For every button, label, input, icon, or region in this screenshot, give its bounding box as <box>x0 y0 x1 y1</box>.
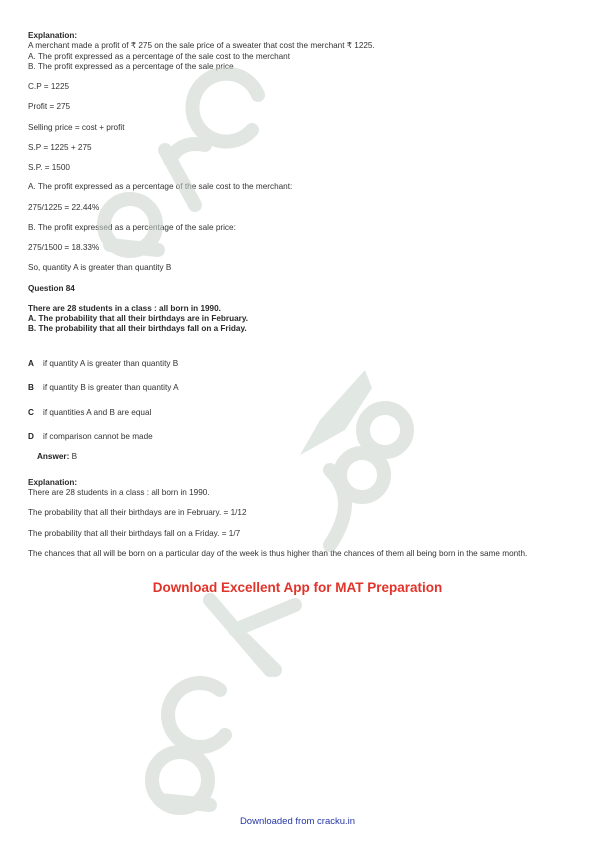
selling-price-calc: S.P = 1225 + 275 <box>28 142 92 152</box>
question-quantity-a: A. The probability that all their birthdays are in February. <box>28 314 249 323</box>
option-letter: B <box>28 383 34 392</box>
answer-options <box>28 359 558 445</box>
part-a-heading: A. The profit expressed as a percentage of the sale cost to the merchant: <box>28 182 293 192</box>
explanation2-line1: There are 28 students in a class : all born in 1990. <box>28 488 210 497</box>
question-stem: There are 28 students in a class : all born in 1990. <box>28 303 221 313</box>
problem-item-b: B. The profit expressed as a percentage of the sale price <box>28 61 234 71</box>
problem-item-a: A. The profit expressed as a percentage of the sale cost to the merchant <box>28 51 290 61</box>
answer-value: B <box>71 451 78 461</box>
answer-line <box>37 452 558 462</box>
question-quantity-b: B. The probability that all their birthdays fall on a Friday. <box>28 324 247 334</box>
option-text: if quantity B is greater than quantity A <box>43 383 179 392</box>
part-b-value: 275/1500 = 18.33% <box>28 243 100 252</box>
option-text: if quantity A is greater than quantity B <box>43 358 179 368</box>
part-b-heading: B. The profit expressed as a percentage of the sale price: <box>28 222 236 232</box>
selling-price-value: S.P. = 1500 <box>28 163 70 172</box>
explanation2-line2: The probability that all their birthdays are in February. = 1/12 <box>28 508 247 518</box>
option-b[interactable] <box>28 383 558 395</box>
explanation-heading-2: Explanation: <box>28 477 78 487</box>
app-download-link[interactable]: Download Excellent App for MAT Preparation <box>152 580 443 595</box>
watermark-stroke <box>168 683 225 747</box>
watermark-stroke <box>152 752 208 808</box>
option-d[interactable] <box>28 432 558 444</box>
explanation-heading: Explanation: <box>28 31 78 40</box>
explanation2-line3: The probability that all their birthdays fall on a Friday. = 1/7 <box>28 528 241 538</box>
conclusion: So, quantity A is greater than quantity B <box>28 263 172 273</box>
profit-value: Profit = 275 <box>28 102 71 112</box>
cost-price: C.P = 1225 <box>28 82 70 91</box>
option-letter: C <box>28 407 34 417</box>
selling-price-formula: Selling price = cost + profit <box>28 122 125 132</box>
watermark-stroke <box>210 600 295 670</box>
option-text: if comparison cannot be made <box>43 432 153 441</box>
problem-intro: A merchant made a profit of ₹ 275 on the sale price of a sweater that cost the merchant ₹ 1225. <box>28 41 375 51</box>
option-letter: D <box>28 432 34 441</box>
question-title: Question 84 <box>28 283 75 293</box>
footer-source-link[interactable]: Downloaded from cracku.in <box>239 816 356 827</box>
answer-label: Answer: <box>37 451 70 461</box>
option-letter: A <box>28 358 34 368</box>
option-c[interactable] <box>28 408 558 420</box>
part-a-value: 275/1225 = 22.44% <box>28 202 100 212</box>
option-a[interactable] <box>28 359 558 371</box>
watermark-stroke <box>160 800 210 805</box>
document-content <box>28 31 558 559</box>
explanation2-line4: The chances that all will be born on a particular day of the week is thus higher than the chances of them all being born in the same month. <box>28 548 528 558</box>
option-text: if quantities A and B are equal <box>43 407 152 417</box>
